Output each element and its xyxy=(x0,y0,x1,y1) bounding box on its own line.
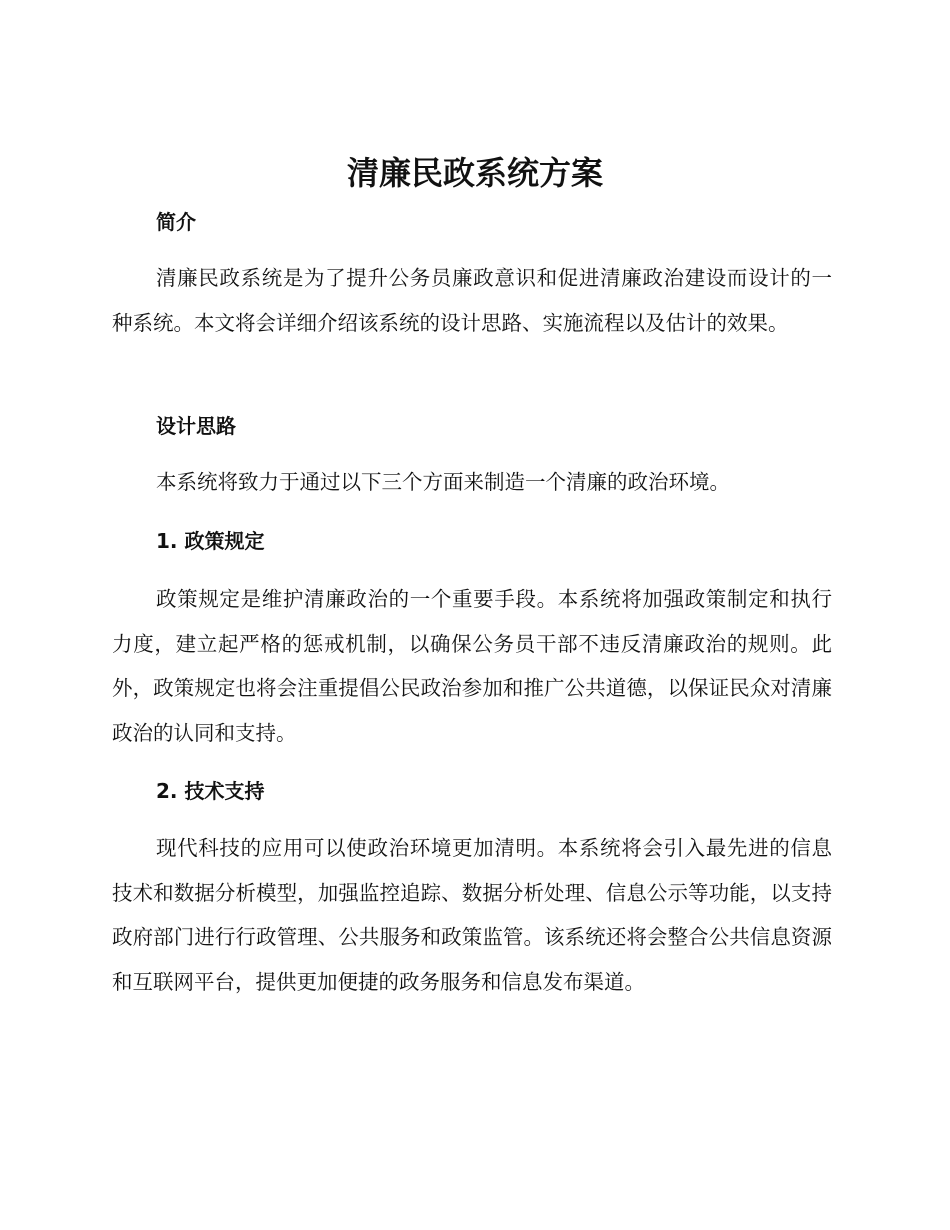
section-paragraph-design: 本系统将致力于通过以下三个方面来制造一个清廉的政治环境。 xyxy=(156,470,730,494)
section-heading-intro: 简介 xyxy=(156,210,196,234)
section-heading-design: 设计思路 xyxy=(156,414,236,438)
section-paragraph-tech: 现代科技的应用可以使政治环境更加清明。本系统将会引入最先进的信息技术和数据分析模型，加强监控追踪、数据分析处理、信息公示等功能，以支持政府部门进行行政管理、公共服务和政策监管。该系统还将会整合公共信息资源和互联网平台，提供更加便捷的政务服务和信息发布渠道。 xyxy=(112,836,832,994)
section-paragraph-intro: 清廉民政系统是为了提升公务员廉政意识和促进清廉政治建设而设计的一种系统。本文将会详细介绍该系统的设计思路、实施流程以及估计的效果。 xyxy=(112,266,832,335)
document-title: 清廉民政系统方案 xyxy=(346,154,603,192)
section-heading-tech: 2. 技术支持 xyxy=(156,779,265,803)
section-paragraph-policy: 政策规定是维护清廉政治的一个重要手段。本系统将加强政策制定和执行力度，建立起严格的惩戒机制，以确保公务员干部不违反清廉政治的规则。此外，政策规定也将会注重提倡公民政治参加和推广公共道德，以保证民众对清廉政治的认同和支持。 xyxy=(112,587,832,745)
section-heading-policy: 1. 政策规定 xyxy=(156,529,265,553)
